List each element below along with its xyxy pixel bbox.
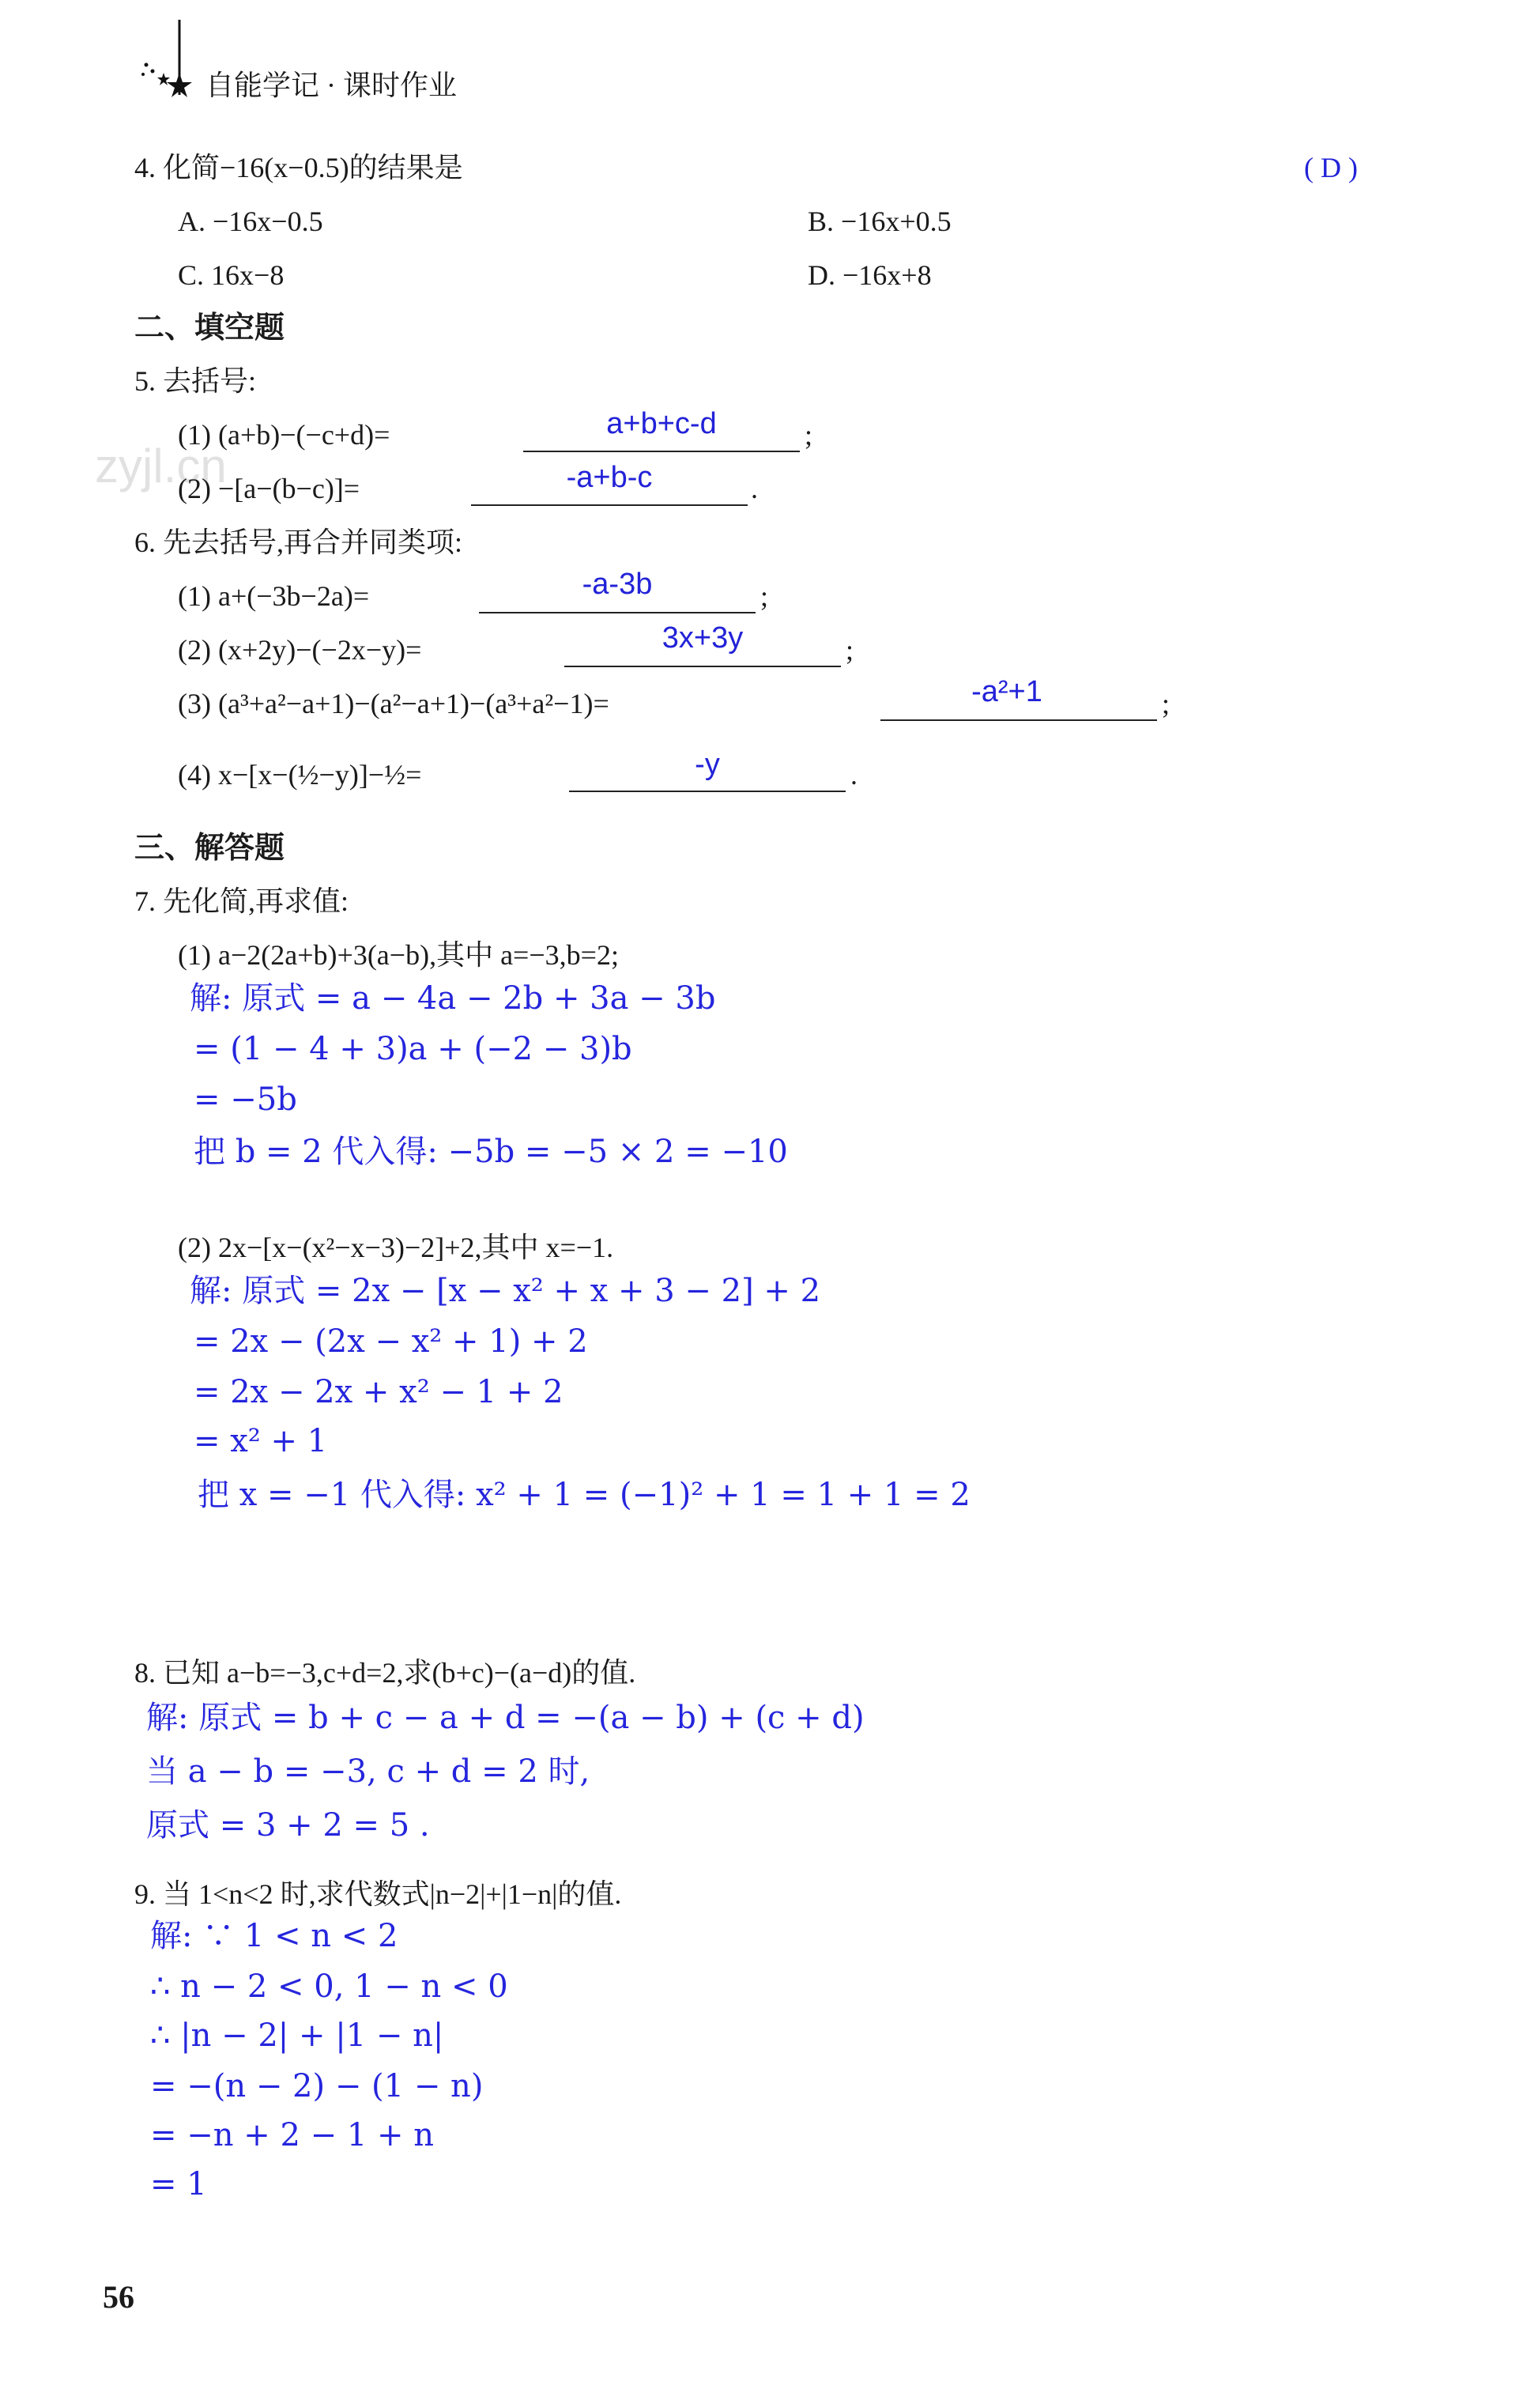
q7-p1-question: (1) a−2(2a+b)+3(a−b),其中 a=−3,b=2;: [178, 939, 619, 971]
q6-item1-answer: -a-3b: [582, 568, 653, 601]
q7-p2-question: (2) 2x−[x−(x²−x−3)−2]+2,其中 x=−1.: [178, 1232, 614, 1263]
q4-option-c: C. 16x−8: [178, 259, 285, 291]
q4-answer: ( D ): [1304, 152, 1358, 183]
watermark: zyjl.cn: [95, 440, 227, 493]
q7-p1-line: 把 b = 2 代入得: −5b = −5 × 2 = −10: [194, 1134, 788, 1170]
q7-p2-line: 把 x = −1 代入得: x² + 1 = (−1)² + 1 = 1 + 1 = 2: [198, 1477, 971, 1513]
header-title: 自能学记 · 课时作业: [205, 70, 457, 101]
q9-line: = −n + 2 − 1 + n: [150, 2117, 435, 2153]
q7-stem: 7. 先化简,再求值:: [134, 885, 349, 917]
q5-item2-answer: -a+b-c: [566, 461, 653, 494]
q4-option-d: D. −16x+8: [808, 259, 932, 291]
q6-item3-question: (3) (a³+a²−a+1)−(a²−a+1)−(a³+a²−1)=: [178, 688, 609, 719]
q8-line: 解: 原式 = b + c − a + d = −(a − b) + (c + d): [146, 1700, 865, 1736]
q6-item4-end: .: [850, 759, 858, 791]
q5-item1-blank: [523, 451, 800, 452]
q8-question: 8. 已知 a−b=−3,c+d=2,求(b+c)−(a−d)的值.: [134, 1657, 636, 1689]
q7-p2-line: = 2x − (2x − x² + 1) + 2: [194, 1323, 588, 1360]
q4-option-b: B. −16x+0.5: [808, 206, 952, 237]
section-heading-fill-in: 二、填空题: [134, 311, 285, 345]
q6-item1-blank: [479, 612, 756, 613]
q5-item2-blank: [471, 504, 748, 506]
q6-item3-answer: -a²+1: [971, 675, 1042, 708]
q6-item1-question: (1) a+(−3b−2a)=: [178, 580, 370, 612]
section-heading-solve: 三、解答题: [134, 832, 285, 865]
q7-p2-line: = x² + 1: [194, 1423, 328, 1459]
q8-line: 当 a − b = −3, c + d = 2 时,: [146, 1753, 590, 1790]
q7-p1-line: 解: 原式 = a − 4a − 2b + 3a − 3b: [190, 980, 716, 1017]
q5-stem: 5. 去括号:: [134, 365, 257, 397]
q6-item4-blank: [569, 791, 846, 792]
q9-line: = −(n − 2) − (1 − n): [150, 2068, 484, 2104]
q6-item3-end: ;: [1162, 688, 1170, 719]
q9-question: 9. 当 1<n<2 时,求代数式|n−2|+|1−n|的值.: [134, 1878, 622, 1910]
q5-item2-question: (2) −[a−(b−c)]=: [178, 473, 360, 504]
page-number: 56: [103, 2279, 134, 2315]
q5-item2-end: .: [751, 473, 758, 504]
q9-line: 解: ∵ 1 < n < 2: [150, 1918, 398, 1954]
q6-item4-question: (4) x−[x−(½−y)]−½=: [178, 759, 422, 791]
q6-item2-question: (2) (x+2y)−(−2x−y)=: [178, 634, 422, 666]
q9-line: ∴ |n − 2| + |1 − n|: [150, 2017, 444, 2054]
q8-line: 原式 = 3 + 2 = 5 .: [146, 1807, 430, 1844]
q6-item2-blank: [564, 666, 841, 667]
q7-p1-line: = (1 − 4 + 3)a + (−2 − 3)b: [194, 1031, 632, 1067]
q7-p2-line: 解: 原式 = 2x − [x − x² + x + 3 − 2] + 2: [190, 1273, 821, 1309]
q4-option-a: A. −16x−0.5: [178, 206, 323, 237]
q4-stem: 4. 化简−16(x−0.5)的结果是: [134, 152, 463, 183]
q7-p1-line: = −5b: [194, 1081, 297, 1118]
q6-item1-end: ;: [760, 580, 769, 612]
q6-stem: 6. 先去括号,再合并同类项:: [134, 527, 463, 558]
q6-item3-blank: [880, 719, 1157, 721]
q9-line: ∴ n − 2 < 0, 1 − n < 0: [150, 1968, 508, 2005]
q7-p2-line: = 2x − 2x + x² − 1 + 2: [194, 1374, 564, 1410]
q9-line: = 1: [150, 2166, 207, 2202]
q6-item2-end: ;: [846, 634, 854, 666]
q5-item1-answer: a+b+c-d: [606, 407, 717, 440]
q6-item2-answer: 3x+3y: [662, 621, 744, 655]
q5-item1-question: (1) (a+b)−(−c+d)=: [178, 419, 390, 451]
star-decoration-icon: [130, 16, 202, 103]
q6-item4-answer: -y: [695, 748, 720, 781]
q5-item1-end: ;: [805, 419, 813, 451]
